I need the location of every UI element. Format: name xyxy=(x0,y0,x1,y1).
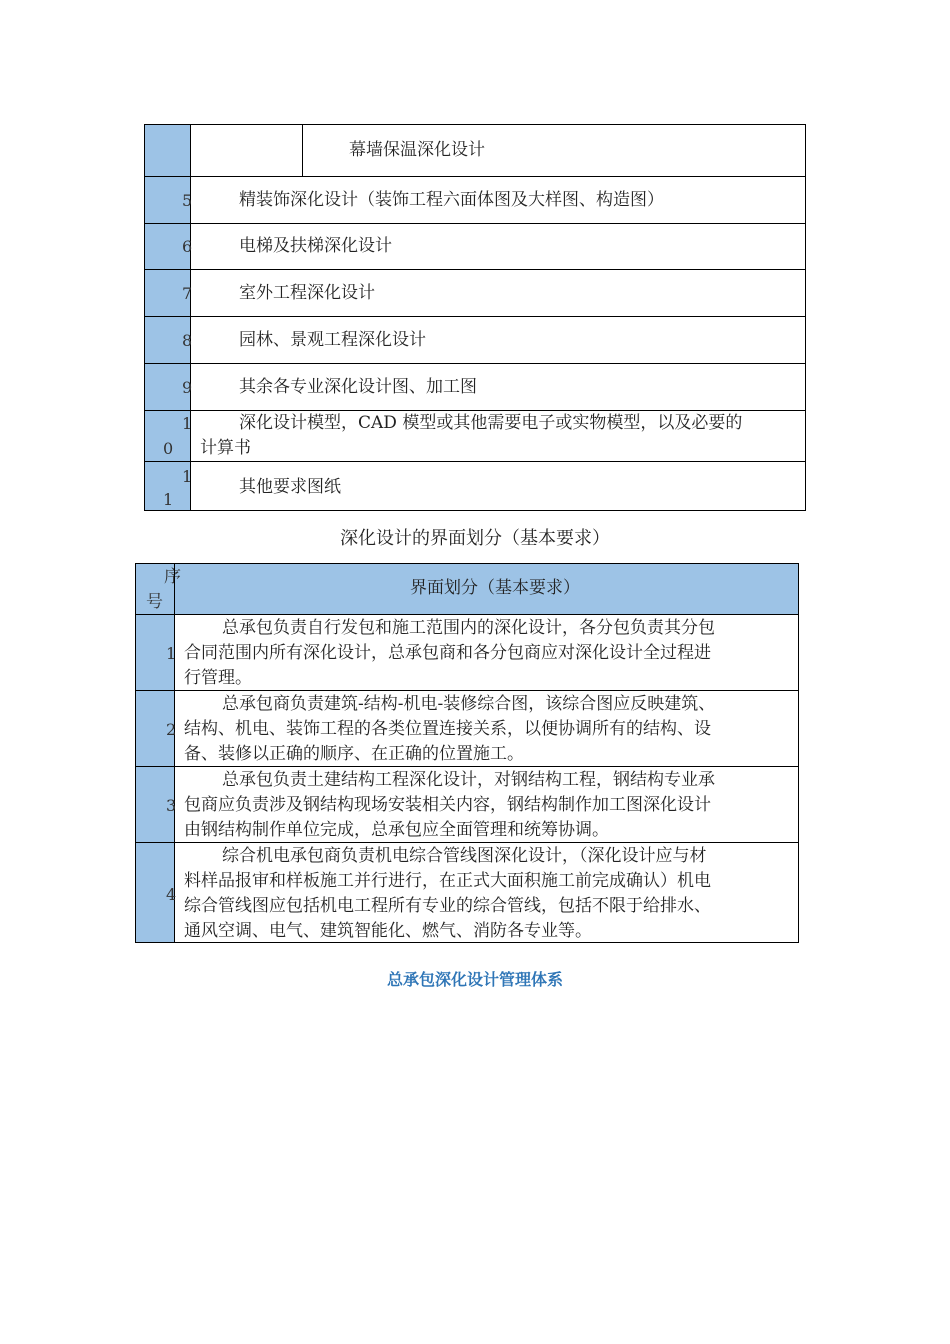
row-divider xyxy=(136,614,798,615)
row-divider xyxy=(145,176,805,177)
item-number: 4 xyxy=(166,885,177,904)
header-number-label-second-line: 号 xyxy=(146,592,163,612)
item-number: 2 xyxy=(166,720,177,739)
item-number: 3 xyxy=(166,796,177,815)
item-text: 备、装修以正确的顺序、在正确的位置施工。 xyxy=(184,744,524,764)
item-text: 幕墙保温深化设计 xyxy=(349,140,485,160)
item-text: 合同范围内所有深化设计，总承包商和各分包商应对深化设计全过程进 xyxy=(184,643,711,663)
row-divider xyxy=(136,766,798,767)
item-number: 1 xyxy=(166,644,177,663)
item-text: 由钢结构制作单位完成，总承包应全面管理和统筹协调。 xyxy=(184,820,609,840)
interface-division-table xyxy=(135,563,799,943)
row-divider xyxy=(145,223,805,224)
item-text: 行管理。 xyxy=(184,668,252,688)
item-text: 室外工程深化设计 xyxy=(239,283,375,303)
item-text: 包商应负责涉及钢结构现场安装相关内容，钢结构制作加工图深化设计 xyxy=(184,795,711,815)
item-number: 9 xyxy=(182,378,193,397)
item-text-second-line: 计算书 xyxy=(200,438,251,458)
item-text: 电梯及扶梯深化设计 xyxy=(239,236,392,256)
row-divider xyxy=(136,690,798,691)
item-number-second-line: 0 xyxy=(163,439,174,458)
row-divider xyxy=(145,269,805,270)
column-divider xyxy=(190,125,191,510)
item-text: 总承包负责自行发包和施工范围内的深化设计，各分包负责其分包 xyxy=(222,618,715,638)
item-text: 深化设计模型，CAD 模型或其他需要电子或实物模型，以及必要的 xyxy=(239,413,743,433)
deepening-design-items-table xyxy=(144,124,806,511)
item-number: 1 xyxy=(182,414,193,433)
item-text: 总承包负责土建结构工程深化设计，对钢结构工程，钢结构专业承 xyxy=(222,770,715,790)
item-number: 7 xyxy=(182,284,193,303)
row-divider xyxy=(145,363,805,364)
item-text: 料样品报审和样板施工并行进行，在正式大面积施工前完成确认）机电 xyxy=(184,871,711,891)
header-title: 界面划分（基本要求） xyxy=(410,578,580,598)
item-text: 精装饰深化设计（装饰工程六面体图及大样图、构造图） xyxy=(239,190,664,210)
item-text: 综合管线图应包括机电工程所有专业的综合管线，包括不限于给排水、 xyxy=(184,896,711,916)
item-text: 总承包商负责建筑-结构-机电-装修综合图，该综合图应反映建筑、 xyxy=(222,694,716,714)
table-caption: 深化设计的界面划分（基本要求） xyxy=(340,528,610,549)
row-divider xyxy=(145,461,805,462)
item-text: 其他要求图纸 xyxy=(239,477,341,497)
section-heading: 总承包深化设计管理体系 xyxy=(386,970,563,989)
item-text: 通风空调、电气、建筑智能化、燃气、消防各专业等。 xyxy=(184,921,592,941)
item-number-second-line: 1 xyxy=(163,490,174,509)
item-text: 综合机电承包商负责机电综合管线图深化设计，（深化设计应与材 xyxy=(222,846,707,866)
row-divider xyxy=(145,316,805,317)
header-number-label: 序 xyxy=(164,567,181,587)
sub-cell-divider xyxy=(302,125,303,176)
item-number: 5 xyxy=(182,191,193,210)
item-number: 6 xyxy=(182,237,193,256)
row-divider xyxy=(136,842,798,843)
item-number: 8 xyxy=(182,331,193,350)
item-text: 结构、机电、装饰工程的各类位置连接关系，以便协调所有的结构、设 xyxy=(184,719,711,739)
item-number: 1 xyxy=(182,467,193,486)
item-text: 其余各专业深化设计图、加工图 xyxy=(239,377,477,397)
item-text: 园林、景观工程深化设计 xyxy=(239,330,426,350)
